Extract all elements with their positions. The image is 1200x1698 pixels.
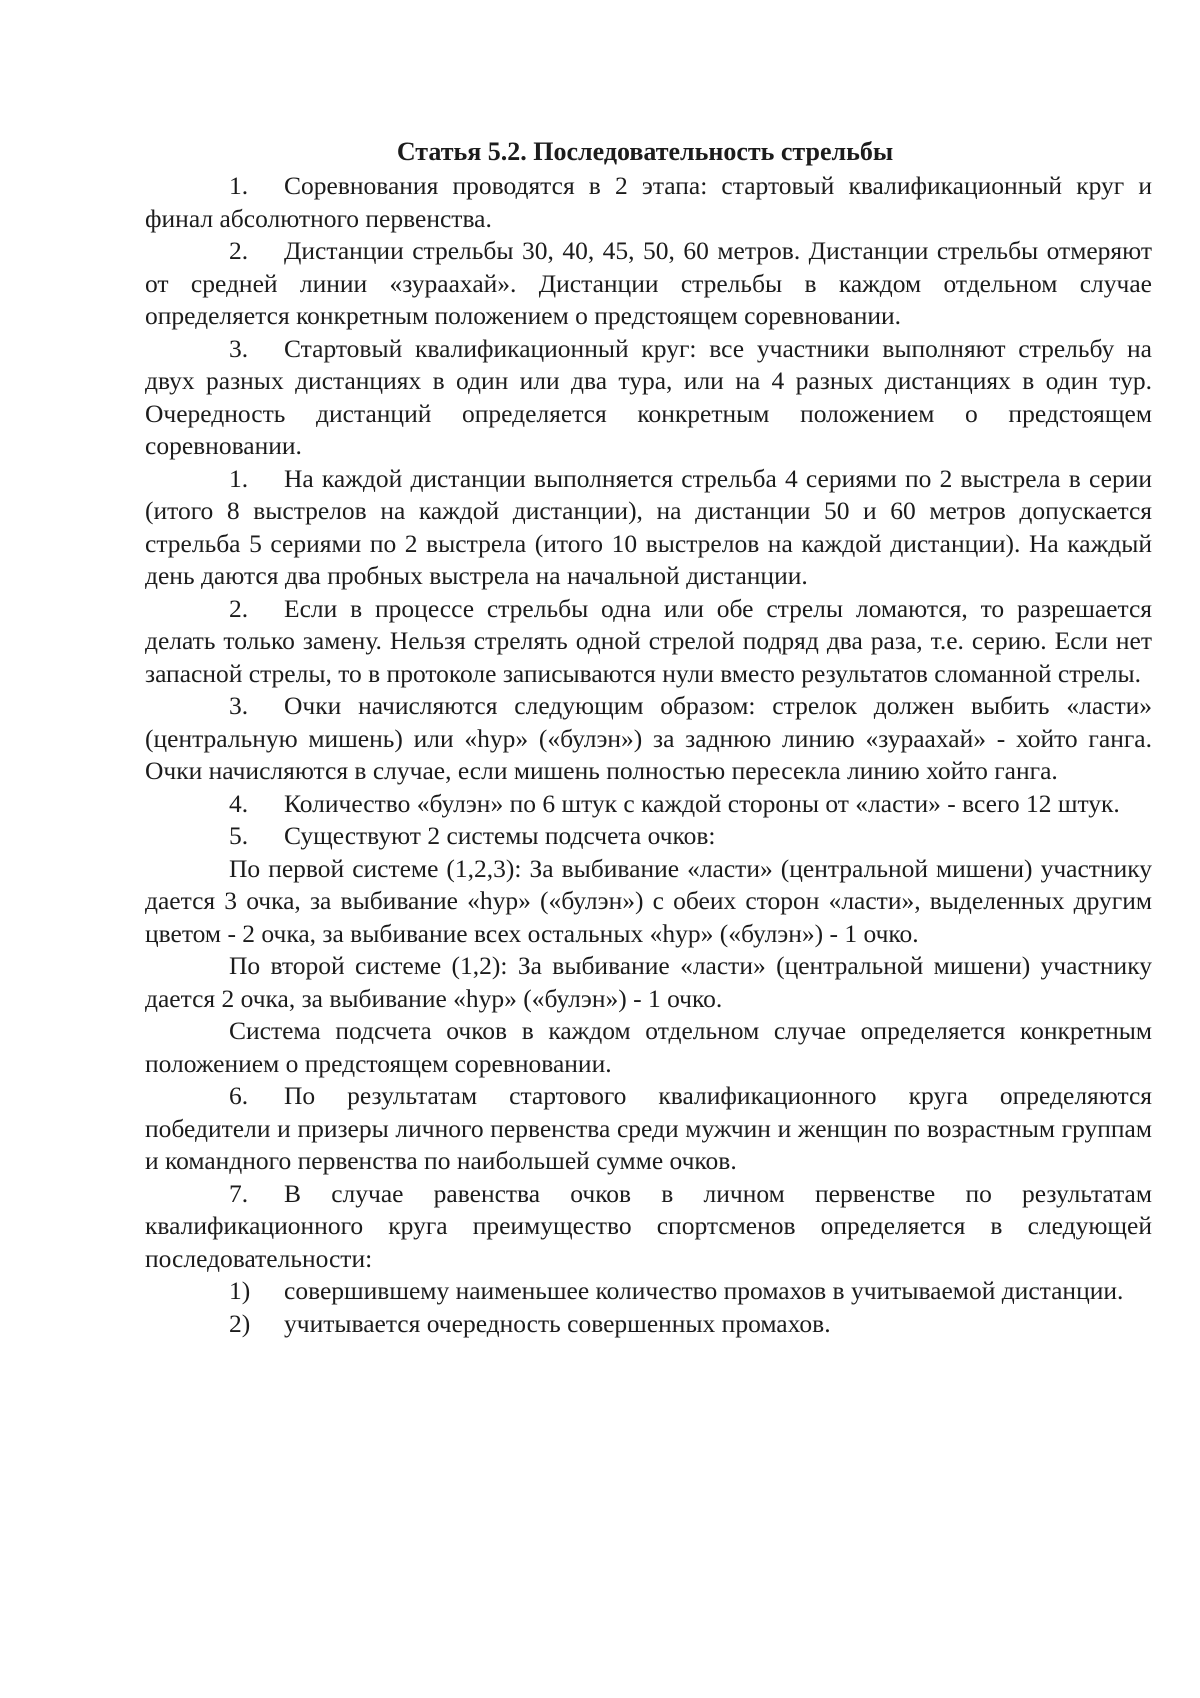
paragraph-text: Дистанции стрельбы 30, 40, 45, 50, 60 метров. Дистанции стрельбы отмеряют от средней линии «зураахай». Дистанции стрельбы в каждом отдельном случае определяется конкретным положением о предстоящем соревновании. [145,236,1152,330]
subparagraph-7 [145,1178,1152,1276]
paragraph-number: 2. [229,236,249,265]
list-item-2 [145,1308,1152,1341]
paragraph-number: 3. [229,333,249,363]
paragraph-text: На каждой дистанции выполняется стрельба 4 сериями по 2 выстрела в серии (итого 8 выстрелов на каждой дистанции), на дистанции 50 и 60 метров допускается стрельба 5 сериями по 2 выстрела (итого 10 выстрелов на каждой дистанции). На каждый день даются два пробных выстрела на начальной дистанции. [145,463,1152,590]
paragraph-text: Соревнования проводятся в 2 этапа: стартовый квалификационный круг и финал абсолютного первенства. [145,171,1152,233]
scoring-system-note [145,1015,1152,1080]
paragraph-number: 5. [229,821,249,850]
subparagraph-2 [145,593,1152,691]
paragraph-number: 1. [229,463,249,493]
paragraph-text: совершившему наименьшее количество промахов в учитываемой дистанции. [284,1276,1124,1305]
paragraph-text: Если в процессе стрельбы одна или обе стрелы ломаются, то разрешается делать только замену. Нельзя стрелять одной стрелой подряд два раза, т.е. серию. Если нет запасной стрелы, то в протоколе записываются нули вместо результатов сломанной стрелы. [145,593,1152,688]
paragraph-2 [145,235,1152,333]
subparagraph-3 [145,690,1152,788]
paragraph-text: Система подсчета очков в каждом отдельном случае определяется конкретным положением о предстоящем соревновании. [145,1016,1152,1078]
paragraph-number: 7. [229,1178,249,1208]
article-title: Статья 5.2. Последовательность стрельбы [396,137,894,166]
article-body [145,170,1152,1340]
paragraph-text: По второй системе (1,2): За выбивание «ласти» (центральной мишени) участнику дается 2 очка, за выбивание «hур» («булэн») - 1 очко. [145,951,1152,1013]
paragraph-text: В случае равенства очков в личном первенстве по результатам квалификационного круга преимущество спортсменов определяется в следующей последовательности: [145,1178,1152,1273]
paragraph-3 [145,333,1152,463]
subparagraph-4 [145,788,1152,821]
scoring-system-1 [145,853,1152,951]
paragraph-text: По первой системе (1,2,3): За выбивание «ласти» (центральной мишени) участнику дается 3 очка, за выбивание «hур» («булэн») с обеих сторон «ласти», выделенных другим цветом - 2 очка, за выбивание всех остальных «hур» («булэн») - 1 очко. [145,853,1152,948]
paragraph-number: 3. [229,691,249,720]
paragraph-text: По результатам стартового квалификационного круга определяются победители и призеры личного первенства среди мужчин и женщин по возрастным группам и командного первенства по наибольшей сумме очков. [145,1081,1152,1175]
paragraph-1 [145,170,1152,235]
paragraph-text: Количество «булэн» по 6 штук с каждой стороны от «ласти» - всего 12 штук. [284,788,1120,818]
scoring-system-2 [145,950,1152,1015]
paragraph-number: 6. [229,1081,249,1110]
subparagraph-6 [145,1080,1152,1178]
paragraph-number: 1. [229,171,249,200]
paragraph-number: 1) [229,1276,251,1305]
paragraph-number: 2) [229,1308,251,1338]
paragraph-number: 2. [229,593,249,623]
subparagraph-1 [145,463,1152,593]
paragraph-text: Стартовый квалификационный круг: все участники выполняют стрельбу на двух разных дистанциях в один или два тура, или на 4 разных дистанциях в один тур. Очередность дистанций определяется конкретным положением о предстоящем соревновании. [145,333,1152,460]
subparagraph-5 [145,820,1152,853]
paragraph-text: Очки начисляются следующим образом: стрелок должен выбить «ласти» (центральную мишень) или «hур» («булэн») за заднюю линию «зураахай» - хойто ганга. Очки начисляются в случае, если мишень полностью пересекла линию хойто ганга. [145,691,1152,785]
paragraph-number: 4. [229,788,249,818]
paragraph-text: учитывается очередность совершенных промахов. [284,1308,831,1338]
list-item-1 [145,1275,1152,1308]
paragraph-text: Существуют 2 системы подсчета очков: [284,821,716,850]
